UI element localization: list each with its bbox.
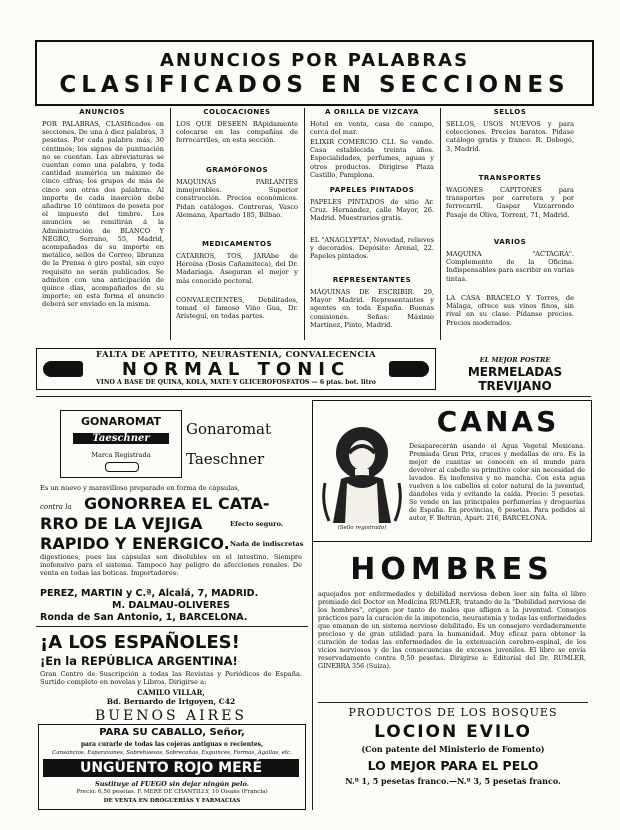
papeles-title: PAPELES PINTADOS (329, 186, 415, 194)
caballo-line-5: Precio: 6,50 pesetas. F. MERÉ DE CHANTILLY, 10 Oisans (Francia) (76, 789, 268, 795)
horizontal-rule (318, 702, 588, 703)
medicamentos-title: MEDICAMENTOS (201, 240, 273, 248)
gonaromat-importer-2: M. DALMAU-OLIVERES (112, 600, 230, 611)
gonaromat-box-note: Marca Registrada (91, 451, 151, 459)
horizontal-rule (36, 396, 591, 397)
canas-caption: (Sello registrado) (337, 525, 387, 531)
colocaciones-title: COLOCACIONES (203, 108, 271, 116)
medicamentos-text-1: CATARROS, TOS, JARAbe de Heroína (Dosis Cañamiteca), del Dr. Madariaga. Aseguran el mejor y más conocido pectoral. (176, 252, 298, 285)
bosques-line-3: (Con patente del Ministerio de Fomento) (361, 744, 545, 754)
espanoles-address: Bd. Bernardo de Irigoyen, C42 (106, 697, 236, 706)
caballo-line-3: Cansancios, Esparavanes, Sobrehuesos, Sobrecañas, Esguinces, Formas, Agallas, etc. (52, 750, 292, 756)
bottle-icon-left (43, 361, 83, 377)
anuncios-title: ANUNCIOS (79, 108, 125, 116)
normal-tonic-bottom: VINO A BASE DE QUINA, KOLA, MATE Y GLICEROFOSFATOS — 6 ptas. bot. litro (96, 379, 376, 386)
medicamentos-text-2: CONVALECIENTES, Debilitados, tomad el famoso Vino Gua, Dr. Arístegui, en todas partes. (176, 296, 298, 321)
vizcaya-text: Hotel en venta, casa de campo, cerca del mar. (310, 120, 434, 136)
representantes-text: MÁQUINAS DE ESCRIBIR. 29, Mayor Madrid. Representantes y agentes en toda España. Buenas comisiones. Señas: Máximo Martínez, Pinto, Madrid. (310, 288, 434, 329)
colocaciones-text: LOS QUE DESEEN RApidamente colocarse en las compañías de ferrocarriles, en esta sección. (176, 120, 298, 145)
espanoles-subheading: ¡En la REPÚBLICA ARGENTINA! (40, 654, 238, 668)
anaglypta-text: EL "ANAGLYPTA", Novedad, relieves y decorados. Depósito: Arenal, 22. Papeles pintados. (310, 236, 434, 261)
gonaromat-body: digestiones, pues las cápsulas son disolubles en el intestino. Siempre inofensivo para el sistema. Tampoco hay peligro de afecciones renales. De venta en todas las boticas. Importadores: (40, 553, 302, 578)
gonaromat-contra: contra la (40, 503, 72, 511)
sellos-text: SELLOS, USOS NUEVOS y para colecciones. Precios baratos. Pídase catálogo gratis y franco. R. Dobogó, 3, Madrid. (446, 120, 574, 153)
gramofonos-text: MAQUINAS PARLANTES inmejorables. Superior construcción. Precios económicos. Pidan catálogos. Contreras, Vasco Alemana, Apartado 185, Bilbao. (176, 178, 298, 219)
representantes-title: REPRESENTANTES (332, 276, 412, 284)
espanoles-body: Gran Centro de Suscripción a todas las Revistas y Periódicos de España. Surtido completo en novelas y Libros. Dirigirse a: (40, 670, 302, 687)
caballo-line-4: Sustituye al FUEGO sin dejar ningún pelo. (95, 780, 249, 788)
papeles-text: PAPELES PINTADOS de sitio Ar. Cruz. Hernández, calle Mayor, 26. Madrid. Muestrarios gratis. (310, 198, 434, 223)
hombres-title: HOMBRES (350, 552, 554, 587)
capsule-icon (105, 462, 139, 472)
varios-text-1: MAQUINA "ACTAGRA". Complemento de la Oficina. Indispensables para escribir en varias tintas. (446, 250, 574, 283)
classifieds-header (35, 40, 594, 106)
gonaromat-box (60, 410, 182, 478)
locion-evilo-title: LOCION EVILO (374, 722, 532, 742)
gonaromat-box-sub: Taeschner (73, 433, 169, 444)
gonaromat-importer-3: Ronda de San Antonio, 1, BARCELONA. (40, 612, 248, 623)
varios-text-2: LA CASA BRACELO Y Torres, de Málaga, ofrece sus vinos finos, sin rival en su clase. Pídanse precios. Precios moderados. (446, 294, 574, 327)
anuncios-text: POR PALABRAS, CLASIficados en secciones. De una á diez palabras, 3 pesetas. Por cada palabra más, 30 céntimos; los signos de puntuación no se cuentan. Las abreviaturas se cuentan como una palabra, y toda cantidad numérica un máximo de cinco cifras; los grupos de más de cinco son otras dos palabras. Al importe de cada inserción debe añadirse 10 céntimos de peseta por el impuesto del timbre. Los anuncios se remitirán á la Administración de BLANCO Y NEGRO, Serrano, 55, Madrid, acompañados de su importe en metálico, sellos de Correo, libranza de la Prensa ó giro postal, sin cuyo requisito no serán publicados. Se admiten con una anticipación de quince días, acompañados de su importe; en esta forma el anuncio deberá ser enviado en la misma. (42, 120, 164, 309)
caballo-line-2: para curarle de todas las cojeras antiguas o recientes, (80, 741, 264, 748)
normal-tonic-ad (36, 348, 436, 390)
gonaromat-intro: Es un nuevo y maravilloso preparado en forma de cápsulas, (40, 484, 240, 492)
header-line-2: CLASIFICADOS EN SECCIONES (59, 72, 570, 98)
gonaromat-side-2: Nada de indiscretas (230, 540, 304, 548)
canas-ad (312, 400, 592, 542)
column-divider (170, 108, 171, 340)
normal-tonic-top: FALTA DE APETITO, NEURASTENIA, CONVALECENCIA (96, 350, 376, 360)
canas-body: Desaparecerán usando el Agua Vegetal Mexicana. Premiada Gran Prix, cruces y medallas de oro. Es la mejor de cuantas se conocen en el mundo para devolver al cabello su primitivo color sin necesidad de lavados. Es inofensiva y no mancha. Con esta agua vuelven a los cabellos el color natural de la juventud, dándoles vida y evitando la caída. Precio: 5 pesetas. Se vende en las principales perfumerías y droguerías de España. En provincias, 6 pesetas. Para pedidos al autor, F. Beltrán, Apart. 216, BARCELONA. (409, 443, 585, 522)
mermeladas-line-1: MERMELADAS (467, 365, 563, 379)
espanoles-name: CAMILO VILLAR, (137, 688, 205, 697)
gonaromat-heading-3: RAPIDO Y ENERGICO. (40, 534, 230, 553)
varios-title: VARIOS (493, 238, 527, 246)
gonaromat-heading-2: RRO DE LA VEJIGA (40, 514, 203, 533)
comercio-text: ELIXIR COMERCIO CLI. Se vende. Casa establecida treinta años. Especialidades, perfumes, aguas y otros productos. Dirigirse Plaza Castillo, Pamplona. (310, 138, 434, 179)
espanoles-heading: ¡A LOS ESPAÑOLES! (40, 632, 240, 653)
gonaromat-name-1: Gonaromat (186, 420, 272, 438)
espanoles-city: BUENOS AIRES (94, 708, 248, 724)
horizontal-rule (36, 626, 308, 627)
gonaromat-side-1: Efecto seguro. (230, 520, 284, 528)
bosques-line-1: PRODUCTOS DE LOS BOSQUES (348, 706, 558, 719)
mermeladas-small: EL MEJOR POSTRE (479, 356, 551, 364)
woman-portrait-icon (319, 423, 405, 523)
vizcaya-title: A ORILLA DE VIZCAYA (325, 108, 419, 116)
gonaromat-heading-1: GONORREA EL CATA- (84, 494, 270, 513)
hombres-body: aquejados por enfermedades y debilidad nerviosa deben leer sin falta el libro premiado del Doctor en Medicina RUMLER, tratando de la "Debilidad nerviosa de los hombres", origen por tanto de males que afligen a la juventud. Consejos prácticos para la curación de la impotencia, neurastenia y todas las enfermedades que emanan de un sistema nervioso debilitado. Es un consejero verdaderamente precioso y de gran utilidad para la humanidad. Muy eficaz para obtener la curación de todas las enfermedades de la extenuación cerebro-espinal, de los vicios nerviosos y de las consecuencias de excesos juveniles. El libro se envía reservadamente contra 0,50 pesetas. Dirigirse a: Editorial del Dr. RUMLER, GINEBRA 356 (Suiza). (318, 590, 586, 670)
unguento-name: UNGÜENTO ROJO MERÉ (43, 759, 299, 777)
header-line-1: ANUNCIOS POR PALABRAS (159, 50, 470, 71)
gonaromat-box-title: GONAROMAT (80, 415, 162, 428)
column-divider (440, 108, 441, 340)
canas-title: CANAS (436, 405, 560, 438)
gonaromat-importer-1: PEREZ, MARTIN y C.ª, Alcalá, 7, MADRID. (40, 588, 259, 599)
column-divider (304, 108, 305, 340)
caballo-line-6: DE VENTA EN DROGUERÍAS Y FARMACIAS (103, 798, 241, 804)
transportes-title: TRANSPORTES (478, 174, 542, 182)
gonaromat-name-2: Taeschner (186, 450, 265, 468)
mermeladas-line-2: TREVIJANO (478, 379, 552, 393)
bosques-line-5: N.º 1, 5 pesetas franco.—N.º 3, 5 pesetas franco. (345, 776, 561, 786)
gramofonos-title: GRAMÓFONOS (205, 166, 269, 174)
sellos-title: SELLOS (493, 108, 527, 116)
bottle-icon-right (389, 361, 429, 377)
bosques-line-4: LO MEJOR PARA EL PELO (367, 758, 539, 773)
normal-tonic-name: NORMAL TONIC (121, 359, 351, 380)
caballo-line-1: PARA SU CABALLO, Señor, (99, 727, 245, 738)
unguento-ad (38, 724, 306, 810)
transportes-text: WAGONES CAPITONÉS para transportes por carretera y por ferrocarril. Gaspar Vizcarrondo Pasaje de Oliva, Torrent, 71, Madrid. (446, 186, 574, 219)
